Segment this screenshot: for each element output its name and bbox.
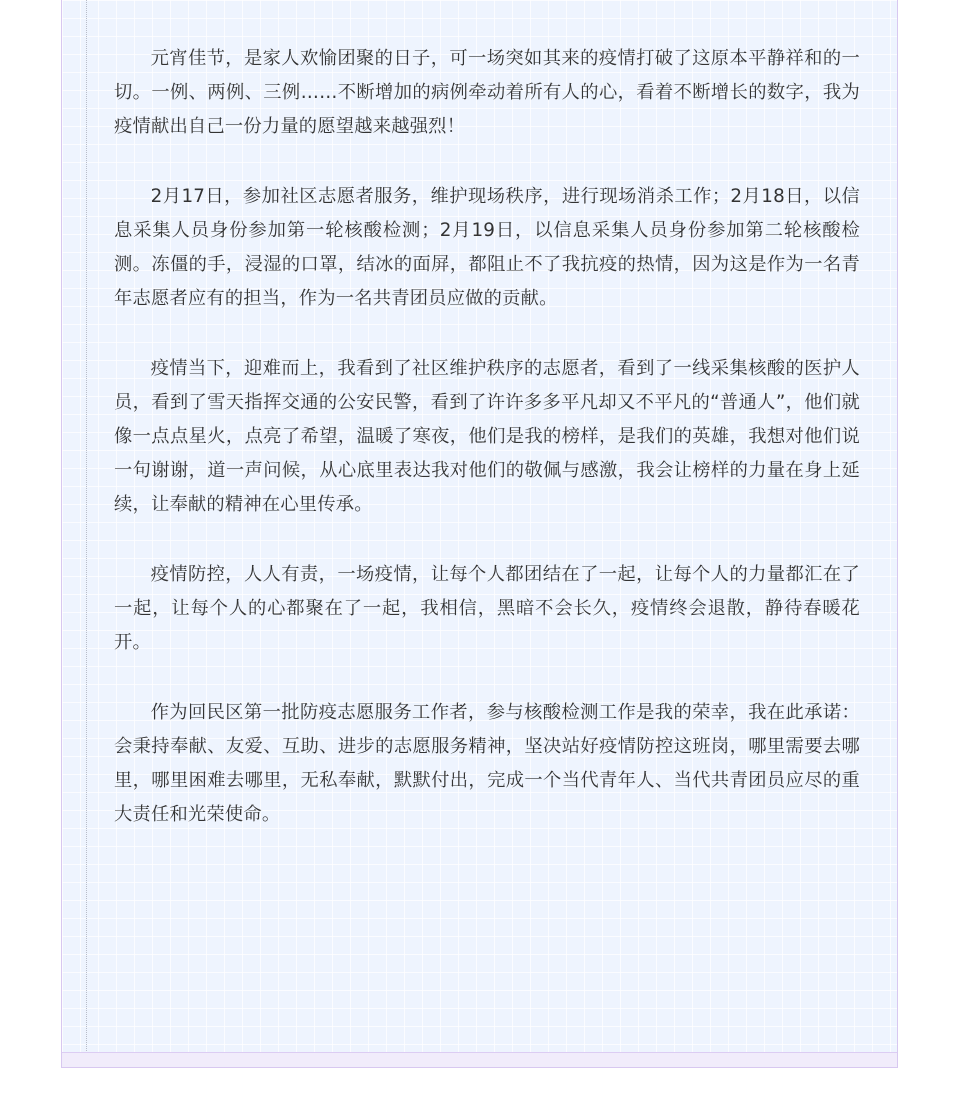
article-body: [114, 42, 860, 868]
article-card: [61, 0, 898, 1068]
paragraph-5: 作为回民区第一批防疫志愿服务工作者，参与核酸检测工作是我的荣幸，我在此承诺：会秉持奉献、友爱、互助、进步的志愿服务精神，坚决站好疫情防控这班岗，哪里需要去哪里，哪里困难去哪里，无私奉献，默默付出，完成一个当代青年人、当代共青团员应尽的重大责任和光荣使命。: [114, 702, 860, 825]
paragraph-2: 2月17日，参加社区志愿者服务，维护现场秩序，进行现场消杀工作；2月18日，以信息采集人员身份参加第一轮核酸检测；2月19日，以信息采集人员身份参加第二轮核酸检测。冻僵的手，浸湿的口罩，结冰的面屏，都阻止不了我抗疫的热情，因为这是作为一名青年志愿者应有的担当，作为一名共青团员应做的贡献。: [114, 186, 860, 309]
paragraph-4: 疫情防控，人人有责，一场疫情，让每个人都团结在了一起，让每个人的力量都汇在了一起，让每个人的心都聚在了一起，我相信，黑暗不会长久，疫情终会退散，静待春暖花开。: [114, 564, 860, 653]
card-footer-band: [62, 1052, 897, 1067]
paragraph-3: 疫情当下，迎难而上，我看到了社区维护秩序的志愿者，看到了一线采集核酸的医护人员，看到了雪天指挥交通的公安民警，看到了许许多多平凡却又不平凡的“普通人”，他们就像一点点星火，点亮了希望，温暖了寒夜，他们是我的榜样，是我们的英雄，我想对他们说一句谢谢，道一声问候，从心底里表达我对他们的敬佩与感激，我会让榜样的力量在身上延续，让奉献的精神在心里传承。: [114, 358, 860, 515]
paragraph-1: 元宵佳节，是家人欢愉团聚的日子，可一场突如其来的疫情打破了这原本平静祥和的一切。一例、两例、三例……不断增加的病例牵动着所有人的心，看着不断增长的数字，我为疫情献出自己一份力量的愿望越来越强烈！: [114, 48, 860, 137]
